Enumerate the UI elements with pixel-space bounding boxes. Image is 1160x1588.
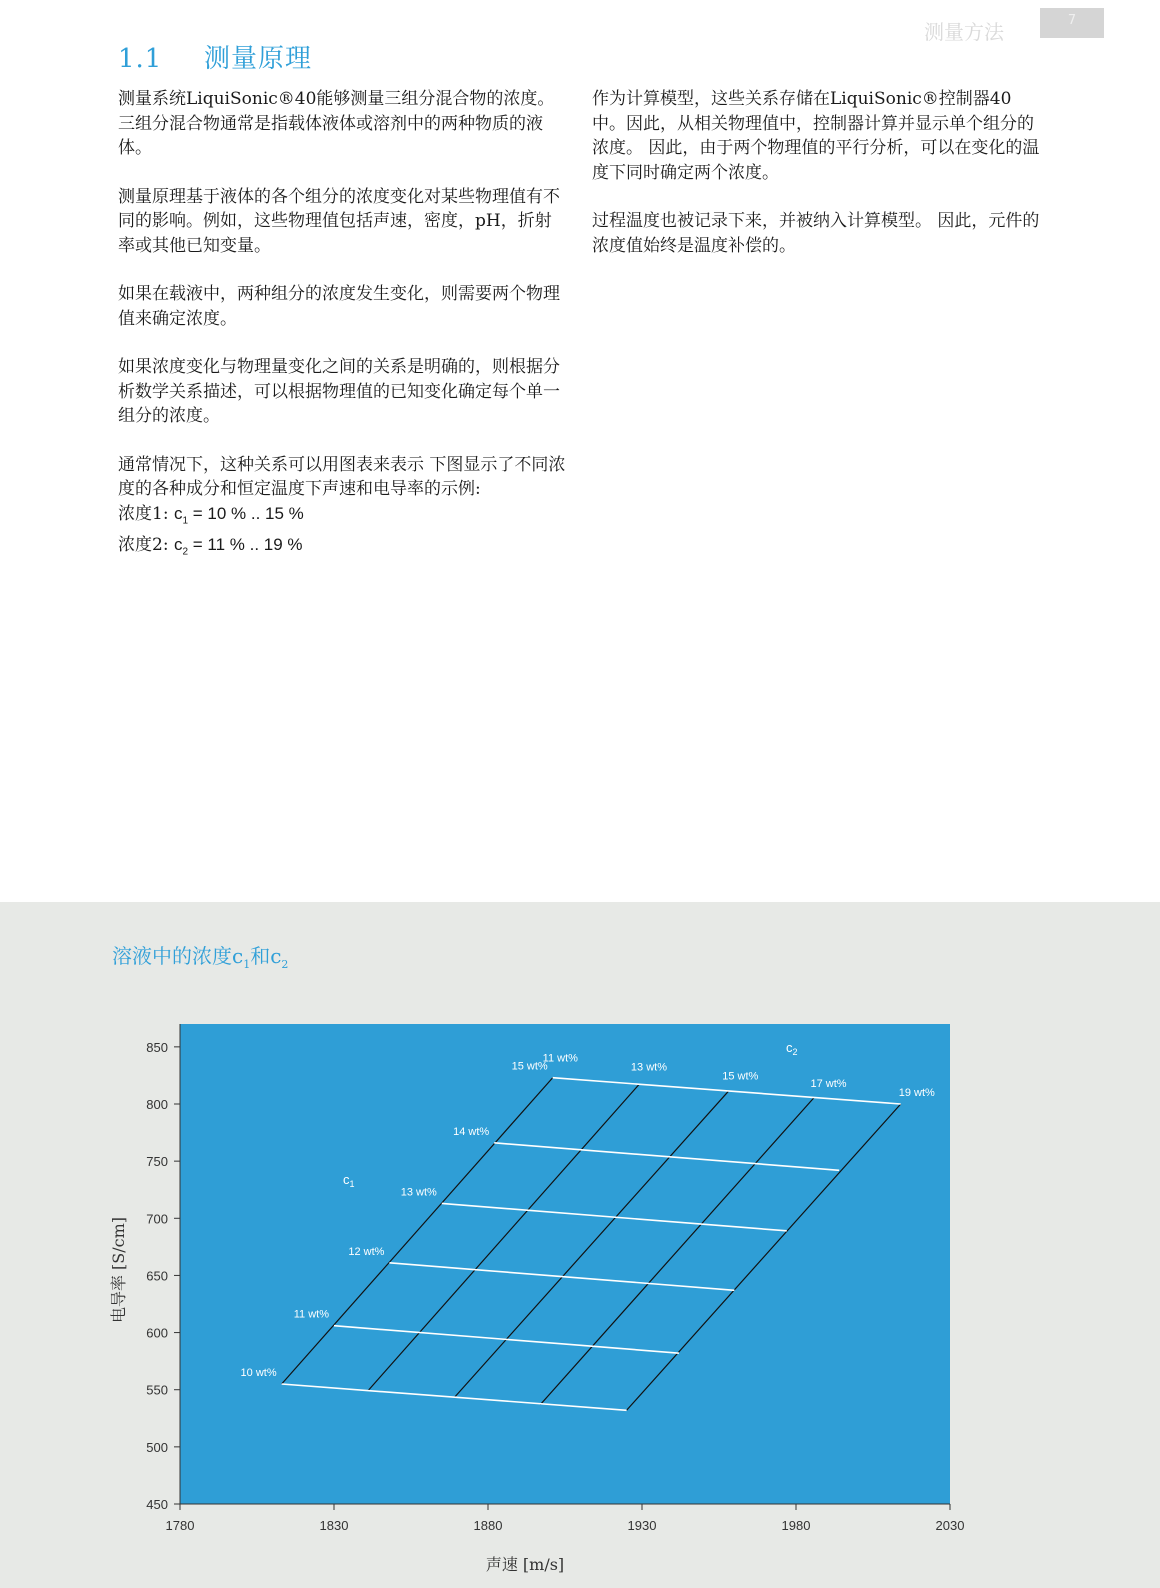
section-number: 1.1	[118, 44, 163, 74]
y-tick-label: 800	[146, 1097, 168, 1112]
c2-series-label: 15 wt%	[722, 1070, 759, 1083]
c1-series-label: 12 wt%	[348, 1245, 385, 1258]
x-tick-label: 2030	[935, 1518, 965, 1533]
y-tick-label: 450	[146, 1497, 168, 1512]
c1-series-label: 14 wt%	[453, 1125, 490, 1138]
paragraph: 通常情况下，这种关系可以用图表来表示 下图显示了不同浓度的各种成分和恒定温度下声速和电导率的示例:	[118, 454, 566, 499]
c2-series-label: 17 wt%	[810, 1078, 847, 1091]
c1-series-label: 11 wt%	[293, 1308, 329, 1321]
c2-series-label: 11 wt%	[542, 1052, 578, 1065]
paragraph: 作为计算模型，这些关系存储在LiquiSonic®控制器40中。因此，从相关物理值中，控制器计算并显示单个组分的浓度。 因此，由于两个物理值的平行分析，可以在变化的温度下同时确定两个浓度。	[592, 89, 1040, 183]
y-axis-label: 电导率 [S/cm]	[109, 1216, 128, 1324]
c2-series-label: 13 wt%	[630, 1061, 667, 1074]
page-header-section-label: 测量方法	[924, 20, 1004, 44]
c1-series-label: 10 wt%	[240, 1367, 277, 1379]
c1-series-label: 15 wt%	[511, 1060, 548, 1073]
y-tick-label: 500	[146, 1439, 168, 1455]
chart-title: 溶液中的浓度$c_1$和$c_2$	[112, 944, 289, 971]
x-tick-label: 1830	[319, 1518, 349, 1533]
y-tick-label: 750	[146, 1154, 168, 1170]
y-tick-label: 650	[146, 1268, 168, 1284]
formula-concentration-2: 浓度2: $c_2 = 11$ % .. 19 %	[118, 534, 303, 558]
y-tick-label: 550	[146, 1382, 168, 1398]
x-axis-label: 声速 [m/s]	[485, 1555, 565, 1574]
formula-concentration-1: 浓度1: $c_1 = 10$ % .. 15 %	[118, 503, 304, 526]
y-tick-label: 700	[146, 1211, 168, 1227]
x-tick-label: 1780	[165, 1518, 195, 1533]
x-tick-label: 1930	[627, 1518, 657, 1533]
x-tick-label: 1980	[781, 1518, 811, 1533]
paragraph: 如果在载液中，两种组分的浓度发生变化，则需要两个物理值来确定浓度。	[118, 284, 560, 329]
paragraph: 测量原理基于液体的各个组分的浓度变化对某些物理值有不同的影响。例如，这些物理值包括声速，密度，pH，折射率或其他已知变量。	[118, 186, 560, 256]
page-number: 7	[1040, 8, 1104, 38]
paragraph: 测量系统LiquiSonic®40能够测量三组分混合物的浓度。三组分混合物通常是指载体液体或溶剂中的两种物质的液体。	[118, 89, 555, 158]
x-tick-label: 1880	[473, 1518, 503, 1533]
paragraph: 过程温度也被记录下来，并被纳入计算模型。 因此，元件的浓度值始终是温度补偿的。	[592, 211, 1040, 256]
c2-axis-label: $c_2$	[786, 1040, 798, 1057]
plot-area	[180, 1024, 950, 1504]
y-tick-label: 850	[146, 1039, 168, 1055]
c1-series-label: 13 wt%	[400, 1186, 437, 1199]
y-tick-label: 600	[146, 1325, 168, 1341]
c1-axis-label: $c_1$	[343, 1172, 355, 1189]
paragraph: 如果浓度变化与物理量变化之间的关系是明确的，则根据分析数学关系描述，可以根据物理值的已知变化确定每个单一组分的浓度。	[118, 357, 560, 426]
section-heading: 测量原理	[204, 44, 313, 74]
c2-series-label: 19 wt%	[898, 1087, 935, 1099]
